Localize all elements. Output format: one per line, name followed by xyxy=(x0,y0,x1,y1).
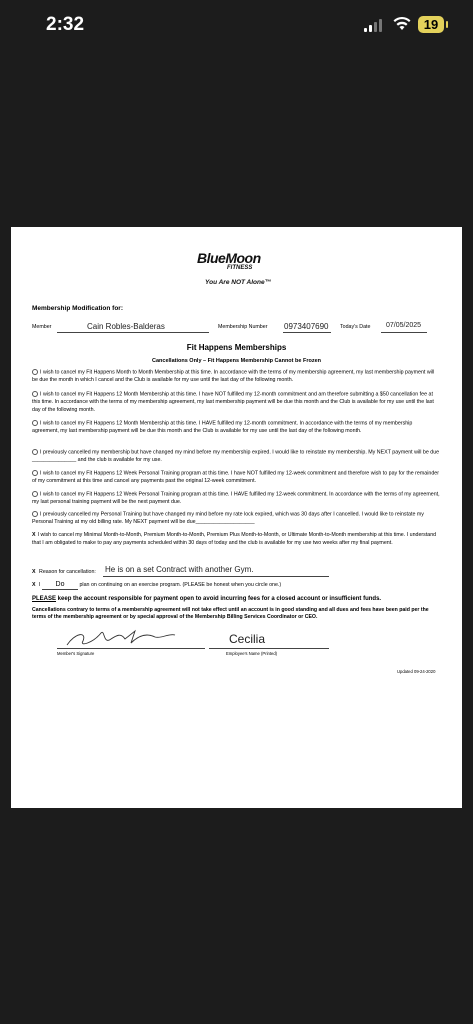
member-signature-scribble xyxy=(65,627,185,649)
member-number-label: Membership Number xyxy=(218,324,268,330)
member-signature-underline xyxy=(57,648,205,649)
option-text: I wish to cancel my Fit Happens Month to Month Membership at this time. In accordance with the terms of my membership agreement, my last membership payment will be due the month in which I cancel and the Club is available for my use until the last day of the following month. xyxy=(32,369,435,383)
please-word: PLEASE xyxy=(32,596,57,602)
member-name-value: Cain Robles-Balderas xyxy=(87,322,165,331)
option-text: I previously cancelled my Personal Training but have changed my mind before my rate lock expired, which was 30 days after I cancelled. I would like to reinstate my Personal Training at my old billing rate. My NEXT payment will be due____________________ xyxy=(32,511,424,525)
status-bar xyxy=(0,0,473,50)
reason-underline xyxy=(103,576,329,577)
membership-form-document xyxy=(11,227,462,808)
member-number-underline xyxy=(283,332,331,333)
checked-x-mark: X xyxy=(32,582,36,588)
date-value: 07/05/2025 xyxy=(386,322,422,329)
employee-name-value: Cecilia xyxy=(229,632,266,646)
checked-x-mark: X xyxy=(32,532,36,538)
clock: 2:32 xyxy=(46,14,85,35)
please-text: keep the account responsible for payment open to avoid incurring fees for a closed account or insufficient funds. xyxy=(56,596,382,602)
option-minimal-month-to-month[interactable] xyxy=(32,532,440,547)
battery-icon: 19 xyxy=(418,16,444,33)
member-underline xyxy=(57,332,209,333)
logo-tagline: You Are NOT Alone™ xyxy=(205,279,272,286)
bluemoon-logo: BlueMoon xyxy=(197,250,261,266)
section-title: Membership Modification for: xyxy=(32,305,123,312)
option-text: I wish to cancel my Fit Happens 12 Month Membership at this time. I HAVE fulfilled my 12-month commitment. In accordance with the terms of my membership agreement, my last membership payment will be due this month and the Club is available for my use until the last day of the following month. xyxy=(32,420,413,434)
wifi-icon xyxy=(393,15,411,31)
employee-name-underline xyxy=(209,648,329,649)
contrary-terms-text: Cancellations contrary to terms of a membership agreement will not take effect until an account is in good standing and all dues and fees have been paid per the terms of the membership agreement or by special approval of the Membership Billing Services Coordinator or CEO. xyxy=(32,607,429,621)
option-text: I wish to cancel my Minimal Month-to-Month, Premium Month-to-Month, Premium Plus Month-to-Month, or Ultimate Month-to-Month membership at this time. I understand that I am obligated to make to pay any payments scheduled within 30 days of today and the club is available for my use two weeks after my final payment. xyxy=(32,532,437,546)
updated-date: Updated 09-24-2020 xyxy=(397,669,436,674)
employee-name-label: Employee's Name (Printed) xyxy=(226,651,278,656)
date-underline xyxy=(381,332,427,333)
plan-value: Do xyxy=(42,581,78,590)
logo-fitness-text: FITNESS xyxy=(227,265,253,271)
cellular-signal-icon xyxy=(364,19,382,32)
option-12-month-fulfilled[interactable] xyxy=(32,420,440,436)
reason-label: Reason for cancellation: xyxy=(39,569,96,575)
option-text: I wish to cancel my Fit Happens 12 Month Membership at this time. I have NOT fulfilled my 12-month commitment and am therefore submitting a $50 cancellation fee at this time. In accordance with the terms of my membership agreement, my last membership payment will be due this month and the Club is available for my use until the last day of the following month. xyxy=(32,391,434,413)
reason-value: He is on a set Contract with another Gym. xyxy=(105,565,254,574)
date-label: Today's Date xyxy=(340,324,371,330)
form-title: Fit Happens Memberships xyxy=(186,343,287,352)
plan-suffix: plan on continuing on an exercise program. (PLEASE be honest when you circle one.) xyxy=(79,582,282,588)
member-signature-label: Member's Signature xyxy=(57,651,95,656)
option-text: I wish to cancel my Fit Happens 12 Week Personal Training program at this time. I HAVE fulfilled my 12-week commitment. In accordance with the terms of my agreement, my last personal training payment will be the next payment due. xyxy=(32,491,440,505)
plan-row xyxy=(32,581,281,590)
option-reinstate-membership[interactable] xyxy=(32,449,440,465)
reason-row xyxy=(32,569,96,577)
option-month-to-month[interactable] xyxy=(32,369,440,385)
checked-x-mark: X xyxy=(32,569,36,575)
option-text: I previously cancelled my membership but have changed my mind before my membership expired. I would like to reinstate my membership. My NEXT payment will be due _______________ and the club is available for my use. xyxy=(32,449,440,463)
option-text: I wish to cancel my Fit Happens 12 Week Personal Training program at this time. I have NOT fulfilled my 12-week commitment and therefore wish to pay for the remainder of my commitment at this time and cancel any payments past the original 12-week commitment. xyxy=(32,470,440,484)
member-number-value: 0973407690 xyxy=(284,322,329,331)
form-subtitle: Cancellations Only – Fit Happens Membership Cannot be Frozen xyxy=(152,358,321,364)
please-line xyxy=(32,596,381,602)
option-pt-fulfilled[interactable] xyxy=(32,491,440,507)
option-reinstate-pt[interactable] xyxy=(32,511,440,527)
member-label: Member xyxy=(32,324,52,330)
plan-prefix: I xyxy=(39,582,41,588)
option-12-month-not-fulfilled[interactable] xyxy=(32,391,440,414)
option-pt-not-fulfilled[interactable] xyxy=(32,470,440,486)
